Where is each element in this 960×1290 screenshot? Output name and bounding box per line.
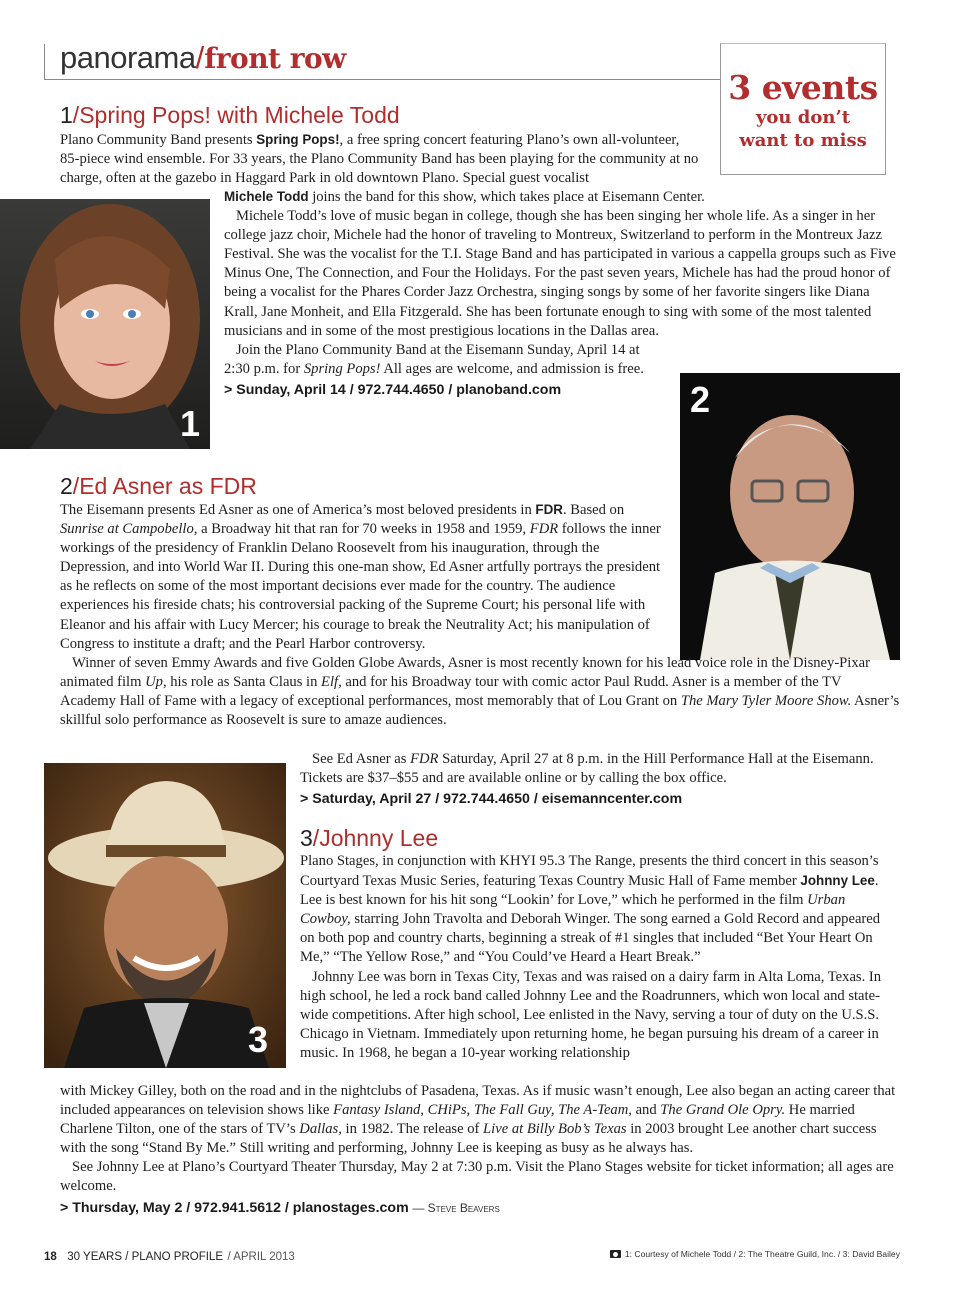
event1-body <box>60 130 900 188</box>
event1-info: > Sunday, April 14 / 972.744.4650 / planoband.com <box>224 381 562 398</box>
event2-title: Ed Asner as FDR <box>79 473 257 499</box>
header-rule <box>44 44 45 80</box>
event3-para3: See Johnny Lee at Plano’s Courtyard Theater Thursday, May 2 at 7:30 p.m. Visit the Plano Stages website for ticket information; all ages are welcome. <box>60 1159 894 1195</box>
event3-info: > Thursday, May 2 / 972.941.5612 / planostages.com <box>60 1199 409 1216</box>
issue-date: / APRIL 2013 <box>227 1251 295 1263</box>
event3-para2: Johnny Lee was born in Texas City, Texas and was raised on a dairy farm in Alta Loma, Texas. In high school, he led a rock band called Johnny Lee and the Roadrunners, which won local and state-wide competitions. After high school, Lee enlisted in the Navy, serving a tour of duty on the U.S.S. Chicago in Vietnam. Immediately upon returning home, he began pursuing his dream of a career in music. In 1968, he began a 10-year working relationship <box>300 968 882 1061</box>
show-name-bold: FDR <box>535 502 563 517</box>
event1-slash: / <box>72 102 80 128</box>
event3-body-full <box>60 1082 900 1218</box>
photo-credits: 1: Courtesy of Michele Todd / 2: The Theatre Guild, Inc. / 3: David Bailey <box>610 1249 900 1259</box>
event1-photo <box>0 199 210 449</box>
sidebar-big: 3 events <box>728 68 878 107</box>
event-name-bold: Spring Pops! <box>256 132 340 147</box>
event1-para1-top: Plano Community Band presents Spring Pops!, a free spring concert featuring Plano’s own all-volunteer, 85-piece wind ensemble. For 33 years, the Plano Community Band has been playing for the community at no charge, often at the gazebo in Haggard Park in old downtown Plano. Special guest vocalist <box>60 132 699 187</box>
header-underline <box>44 79 720 80</box>
artist-name-bold: Johnny Lee <box>800 873 875 889</box>
subsection-name: front row <box>204 42 346 75</box>
event3-info-line <box>60 1199 900 1218</box>
event3-para2-cont: with Mickey Gilley, both on the road and in the nightclubs of Pasadena, Texas. As if music wasn’t enough, Lee also began an acting career that included appearances on television shows like Fantasy Island, CHiPs, The Fall Guy, The A-Team, and The Grand Ole Opry. He married Charlene Tilton, one of the stars of TV’s Dallas, in 1982. The release of Live at Billy Bob’s Texas in 2003 brought Lee another chart success with the song “Stand By Me.” Still writing and performing, Johnny Lee is keeping as busy as he always has. <box>60 1083 896 1157</box>
event3-para1: Plano Stages, in conjunction with KHYI 95.3 The Range, presents the third concert in this season’s Courtyard Texas Music Series, featuring Texas Country Music Hall of Fame member Johnny Lee. Lee is best known for his hit song “Lookin’ for Love,” which he performed in the film Urban Cowboy, starring John Travolta and Deborah Winger. The song earned a Gold Record and appeared on both pop and country charts, beginning a streak of #1 singles that included “Bet Your Heart On Me,” “The Yellow Rose,” and “You Could’ve Heard a Heart Break.” <box>300 853 881 966</box>
header-slash: / <box>195 40 205 75</box>
event3-body <box>300 852 895 1063</box>
event2-slash: / <box>72 473 80 499</box>
event1-title: Spring Pops! with Michele Todd <box>79 102 400 128</box>
event2-heading <box>60 473 660 500</box>
sidebar-line2: you don’t <box>755 107 851 128</box>
event1-para2: Michele Todd’s love of music began in college, though she has been singing her whole life. As a singer in her college jazz choir, Michele had the honor of traveling to Montreux, Switzerland to perform in the Montreux Jazz Festival. She was the vocalist for the T.I. Stage Band and has participated in various a cappella groups such as Five Minus One, The Connection, and Four the Holidays. For the past seven years, Michele has had the proud honor of being a vocalist for the Phares Corder Jazz Orchestra, singing songs by some of her favorite singers like Diana Krall, Jane Monheit, and Ella Fitzgerald. She has been fortunate enough to sing with some of the most talented musicians and in some of the most prestigious locations in the Dallas area. <box>224 208 896 339</box>
footer <box>44 1247 900 1265</box>
event3-photo <box>44 763 286 1068</box>
event3-slash: / <box>312 825 320 851</box>
event1-photo-number: 1 <box>180 403 201 444</box>
event3-heading <box>300 825 900 852</box>
event2-photo-number: 2 <box>690 379 711 420</box>
byline: — Steve Beavers <box>412 1200 500 1215</box>
section-name: panorama <box>60 40 196 75</box>
event2-number: 2 <box>60 473 73 499</box>
event1-heading <box>60 102 720 129</box>
sidebar-line3: want to miss <box>739 130 867 151</box>
event2-para2: Winner of seven Emmy Awards and five Golden Globe Awards, Asner is most recently known for his lead voice role in the Disney-Pixar animated film Up, his role as Santa Claus in Elf, and for his Broadway tour with comic actor Paul Rudd. Asner is a member of the TV Academy Hall of Fame with a legacy of exceptional performances, most memorably that of Lou Grant on The Mary Tyler Moore Show. Asner’s skillful solo performance as Roosevelt is sure to amaze audiences. <box>60 654 900 729</box>
event3-photo-number: 3 <box>248 1019 269 1060</box>
event3-title: Johnny Lee <box>319 825 439 851</box>
page-number: 18 <box>44 1251 57 1263</box>
event1-para1-cont: Michele Todd joins the band for this show, which takes place at Eisemann Center. <box>224 189 705 205</box>
camera-icon <box>610 1250 621 1258</box>
performer-name-bold: Michele Todd <box>224 189 309 204</box>
michele-todd-portrait <box>0 199 210 449</box>
event1-number: 1 <box>60 102 73 128</box>
section-header <box>60 40 710 80</box>
event2-para1: The Eisemann presents Ed Asner as one of America’s most beloved presidents in FDR. Based on Sunrise at Campobello, a Broadway hit that ran for 70 weeks in 1958 and 1959, FDR follows the inner workings of the presidency of Franklin Delano Roosevelt from his inauguration, through the Depression, and into World War II. During this one-man show, Ed Asner artfully portrays the president as he reflects on some of the most important decisions ever made for the country. The audience experiences his fireside chats; his controversial packing of the Supreme Court; his personal life with Eleanor and his affair with Lucy Mercer; his courage to break the Neutrality Act; his manipulation of Congress to institute a draft; and the Pearl Harbor controversy. <box>60 502 661 652</box>
publication-name: 30 YEARS / PLANO PROFILE <box>67 1251 223 1263</box>
event1-para3: Join the Plano Community Band at the Eisemann Sunday, April 14 at 2:30 p.m. for Spring Pops! All ages are welcome, and admission is free. <box>224 341 644 377</box>
event2-body-lower <box>300 750 900 809</box>
event2-body <box>60 500 900 730</box>
event2-info: > Saturday, April 27 / 972.744.4650 / eisemanncenter.com <box>300 791 683 808</box>
event3-number: 3 <box>300 825 313 851</box>
event1-body-wrap <box>224 187 900 400</box>
event2-para3: See Ed Asner as FDR Saturday, April 27 at 8 p.m. in the Hill Performance Hall at the Eisemann. Tickets are $37–$55 and are available online or by calling the box office. <box>300 751 874 787</box>
